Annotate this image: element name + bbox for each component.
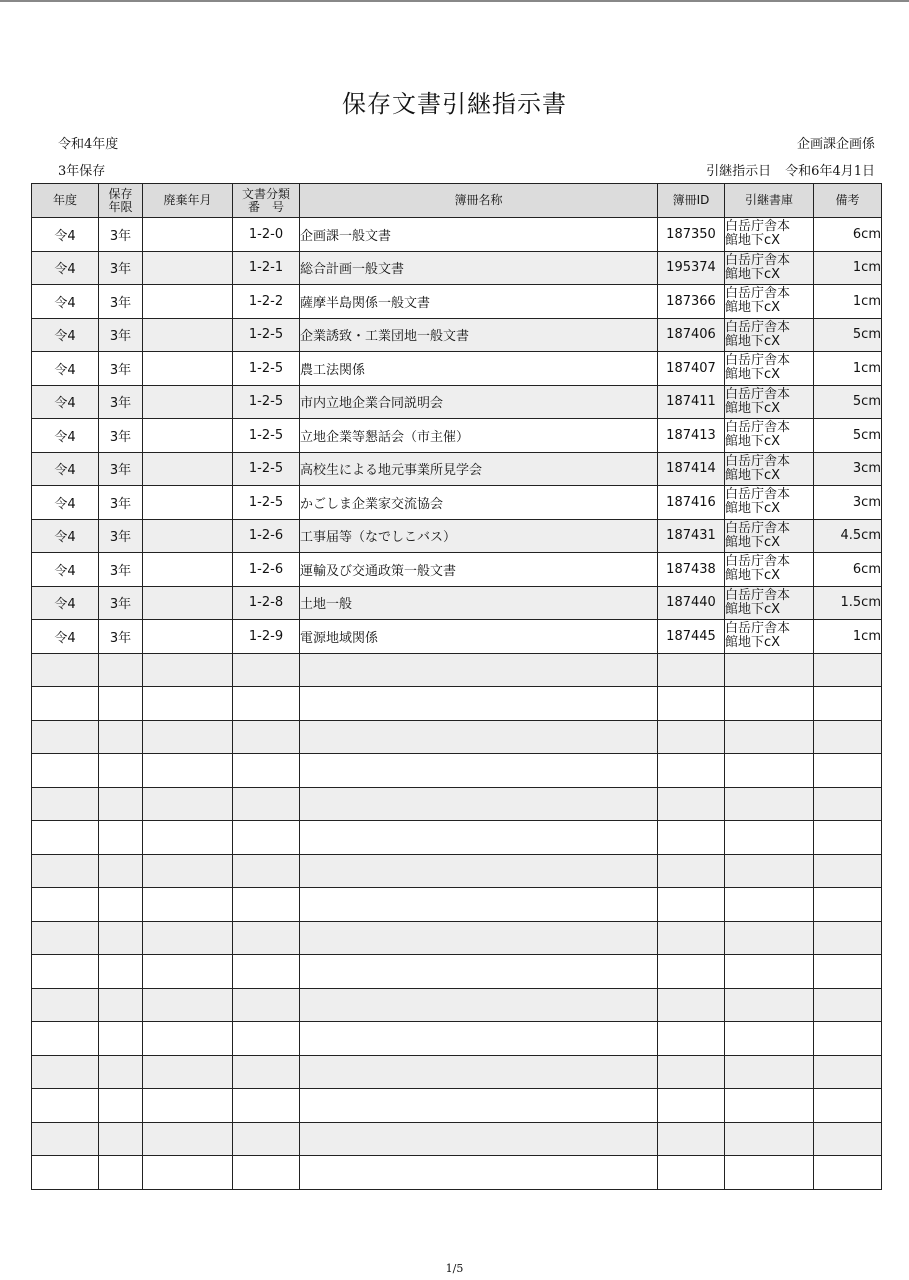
header-retention: 保存 年限	[99, 184, 143, 218]
cell-year	[32, 821, 99, 855]
cell-disposal	[143, 251, 233, 285]
cell-class-number: 1-2-1	[233, 251, 300, 285]
cell-remarks: 6cm	[814, 218, 882, 252]
cell-storage: 白岳庁舎本 館地下cX	[725, 620, 814, 654]
cell-retention	[99, 955, 143, 989]
cell-book-name	[300, 754, 658, 788]
cell-book-id	[658, 1022, 725, 1056]
cell-class-number: 1-2-5	[233, 486, 300, 520]
cell-remarks: 5cm	[814, 419, 882, 453]
instruction-date-line	[706, 160, 875, 179]
cell-class-number: 1-2-5	[233, 452, 300, 486]
cell-storage: 白岳庁舎本 館地下cX	[725, 218, 814, 252]
cell-disposal	[143, 1055, 233, 1089]
cell-book-id: 187431	[658, 519, 725, 553]
cell-book-name: 高校生による地元事業所見学会	[300, 452, 658, 486]
cell-book-name	[300, 955, 658, 989]
cell-storage	[725, 653, 814, 687]
table-row	[32, 787, 882, 821]
table-row	[32, 653, 882, 687]
cell-disposal	[143, 620, 233, 654]
cell-book-name	[300, 888, 658, 922]
cell-retention	[99, 787, 143, 821]
cell-remarks	[814, 988, 882, 1022]
cell-year	[32, 921, 99, 955]
cell-book-name	[300, 787, 658, 821]
header-class-number: 文書分類 番 号	[233, 184, 300, 218]
cell-remarks: 3cm	[814, 452, 882, 486]
cell-book-name	[300, 687, 658, 721]
cell-disposal	[143, 921, 233, 955]
cell-retention	[99, 988, 143, 1022]
cell-book-id: 187407	[658, 352, 725, 386]
cell-book-name	[300, 1089, 658, 1123]
cell-remarks	[814, 1156, 882, 1190]
cell-book-name: 立地企業等懇話会（市主催）	[300, 419, 658, 453]
table-row	[32, 553, 882, 587]
cell-year	[32, 988, 99, 1022]
cell-remarks	[814, 921, 882, 955]
cell-class-number	[233, 1122, 300, 1156]
cell-year: 令4	[32, 419, 99, 453]
cell-retention	[99, 1156, 143, 1190]
cell-storage: 白岳庁舎本 館地下cX	[725, 318, 814, 352]
cell-storage	[725, 754, 814, 788]
cell-retention: 3年	[99, 486, 143, 520]
cell-book-id: 187416	[658, 486, 725, 520]
table-row	[32, 218, 882, 252]
cell-retention	[99, 687, 143, 721]
cell-year: 令4	[32, 586, 99, 620]
cell-year	[32, 888, 99, 922]
cell-disposal	[143, 218, 233, 252]
cell-class-number: 1-2-5	[233, 318, 300, 352]
cell-book-name	[300, 854, 658, 888]
cell-retention	[99, 1122, 143, 1156]
cell-disposal	[143, 720, 233, 754]
table-row	[32, 1022, 882, 1056]
cell-disposal	[143, 754, 233, 788]
cell-year: 令4	[32, 620, 99, 654]
cell-book-name	[300, 988, 658, 1022]
cell-year: 令4	[32, 318, 99, 352]
cell-remarks: 5cm	[814, 318, 882, 352]
cell-remarks: 1cm	[814, 620, 882, 654]
cell-class-number	[233, 1089, 300, 1123]
cell-remarks: 1cm	[814, 285, 882, 319]
cell-retention: 3年	[99, 620, 143, 654]
cell-retention	[99, 1089, 143, 1123]
fiscal-year: 令和4年度	[58, 137, 119, 152]
header-disposal: 廃棄年月	[143, 184, 233, 218]
table-row	[32, 352, 882, 386]
cell-storage	[725, 955, 814, 989]
cell-storage: 白岳庁舎本 館地下cX	[725, 486, 814, 520]
instruction-date-value: 令和6年4月1日	[785, 164, 875, 179]
cell-year: 令4	[32, 519, 99, 553]
cell-book-id	[658, 955, 725, 989]
cell-disposal	[143, 955, 233, 989]
cell-retention	[99, 1022, 143, 1056]
cell-book-name	[300, 921, 658, 955]
cell-book-id: 195374	[658, 251, 725, 285]
cell-book-id: 187413	[658, 419, 725, 453]
cell-retention	[99, 921, 143, 955]
cell-class-number: 1-2-5	[233, 352, 300, 386]
cell-year: 令4	[32, 218, 99, 252]
document-table	[31, 183, 882, 1190]
cell-book-id	[658, 1156, 725, 1190]
retention-period: 3年保存	[58, 164, 106, 179]
cell-class-number	[233, 754, 300, 788]
table-row	[32, 318, 882, 352]
cell-book-name: 総合計画一般文書	[300, 251, 658, 285]
cell-year	[32, 754, 99, 788]
cell-storage: 白岳庁舎本 館地下cX	[725, 385, 814, 419]
cell-book-name	[300, 1156, 658, 1190]
header-storage: 引継書庫	[725, 184, 814, 218]
cell-storage	[725, 1089, 814, 1123]
cell-book-id: 187440	[658, 586, 725, 620]
table-row	[32, 586, 882, 620]
cell-remarks: 4.5cm	[814, 519, 882, 553]
top-border-line	[0, 0, 909, 2]
cell-storage: 白岳庁舎本 館地下cX	[725, 419, 814, 453]
cell-disposal	[143, 1122, 233, 1156]
cell-remarks	[814, 821, 882, 855]
cell-retention: 3年	[99, 251, 143, 285]
cell-class-number: 1-2-8	[233, 586, 300, 620]
cell-storage: 白岳庁舎本 館地下cX	[725, 352, 814, 386]
cell-remarks	[814, 854, 882, 888]
cell-book-id: 187438	[658, 553, 725, 587]
cell-storage: 白岳庁舎本 館地下cX	[725, 586, 814, 620]
cell-storage: 白岳庁舎本 館地下cX	[725, 519, 814, 553]
cell-disposal	[143, 1156, 233, 1190]
cell-book-id	[658, 1089, 725, 1123]
cell-book-name: かごしま企業家交流協会	[300, 486, 658, 520]
cell-book-name	[300, 821, 658, 855]
cell-class-number	[233, 1055, 300, 1089]
cell-disposal	[143, 888, 233, 922]
cell-book-name: 土地一般	[300, 586, 658, 620]
cell-storage	[725, 888, 814, 922]
cell-year: 令4	[32, 553, 99, 587]
cell-storage	[725, 854, 814, 888]
cell-book-name	[300, 1055, 658, 1089]
cell-book-id	[658, 888, 725, 922]
cell-class-number	[233, 854, 300, 888]
table-row	[32, 1156, 882, 1190]
cell-book-name	[300, 720, 658, 754]
table-row	[32, 921, 882, 955]
cell-remarks	[814, 1055, 882, 1089]
table-row	[32, 1122, 882, 1156]
cell-retention	[99, 720, 143, 754]
table-header-row	[32, 184, 882, 218]
cell-year	[32, 1022, 99, 1056]
cell-year	[32, 687, 99, 721]
cell-retention: 3年	[99, 419, 143, 453]
table-row	[32, 888, 882, 922]
header-remarks: 備考	[814, 184, 882, 218]
cell-retention: 3年	[99, 318, 143, 352]
cell-remarks	[814, 720, 882, 754]
cell-storage	[725, 988, 814, 1022]
cell-storage	[725, 1156, 814, 1190]
cell-retention	[99, 821, 143, 855]
cell-class-number	[233, 955, 300, 989]
cell-year	[32, 1156, 99, 1190]
cell-book-name	[300, 653, 658, 687]
cell-disposal	[143, 352, 233, 386]
cell-storage	[725, 687, 814, 721]
cell-disposal	[143, 486, 233, 520]
cell-book-id	[658, 988, 725, 1022]
cell-retention	[99, 653, 143, 687]
cell-retention: 3年	[99, 352, 143, 386]
cell-storage: 白岳庁舎本 館地下cX	[725, 452, 814, 486]
cell-class-number: 1-2-5	[233, 385, 300, 419]
cell-storage	[725, 821, 814, 855]
cell-storage: 白岳庁舎本 館地下cX	[725, 553, 814, 587]
cell-class-number	[233, 1022, 300, 1056]
section-name: 企画課企画係	[796, 137, 875, 152]
page-indicator: 1/5	[445, 1262, 464, 1275]
cell-storage	[725, 720, 814, 754]
header-year: 年度	[32, 184, 99, 218]
page-title: 保存文書引継指示書	[342, 90, 567, 118]
table-row	[32, 251, 882, 285]
cell-disposal	[143, 419, 233, 453]
table-row	[32, 486, 882, 520]
cell-remarks	[814, 787, 882, 821]
cell-year	[32, 787, 99, 821]
table-row	[32, 687, 882, 721]
cell-class-number: 1-2-0	[233, 218, 300, 252]
cell-disposal	[143, 988, 233, 1022]
cell-remarks	[814, 1089, 882, 1123]
cell-class-number: 1-2-5	[233, 419, 300, 453]
cell-retention: 3年	[99, 452, 143, 486]
cell-year: 令4	[32, 486, 99, 520]
cell-disposal	[143, 586, 233, 620]
cell-book-name: 市内立地企業合同説明会	[300, 385, 658, 419]
cell-storage	[725, 1122, 814, 1156]
cell-storage	[725, 787, 814, 821]
cell-retention: 3年	[99, 285, 143, 319]
cell-remarks: 6cm	[814, 553, 882, 587]
cell-year	[32, 1122, 99, 1156]
cell-book-id: 187366	[658, 285, 725, 319]
cell-year: 令4	[32, 385, 99, 419]
table-row	[32, 754, 882, 788]
cell-disposal	[143, 687, 233, 721]
cell-book-id: 187406	[658, 318, 725, 352]
cell-class-number	[233, 821, 300, 855]
cell-storage	[725, 921, 814, 955]
cell-remarks: 5cm	[814, 385, 882, 419]
cell-year	[32, 653, 99, 687]
cell-year: 令4	[32, 452, 99, 486]
cell-book-name: 薩摩半島関係一般文書	[300, 285, 658, 319]
cell-class-number: 1-2-9	[233, 620, 300, 654]
cell-year: 令4	[32, 285, 99, 319]
cell-class-number	[233, 653, 300, 687]
cell-book-name: 電源地域関係	[300, 620, 658, 654]
header-book-id: 簿冊ID	[658, 184, 725, 218]
table-row	[32, 452, 882, 486]
cell-retention	[99, 888, 143, 922]
cell-remarks: 1.5cm	[814, 586, 882, 620]
cell-disposal	[143, 285, 233, 319]
cell-disposal	[143, 385, 233, 419]
cell-book-name	[300, 1022, 658, 1056]
cell-remarks	[814, 955, 882, 989]
cell-storage	[725, 1022, 814, 1056]
cell-book-name: 運輸及び交通政策一般文書	[300, 553, 658, 587]
cell-class-number: 1-2-6	[233, 519, 300, 553]
cell-year	[32, 955, 99, 989]
cell-remarks	[814, 754, 882, 788]
cell-book-id	[658, 720, 725, 754]
cell-year: 令4	[32, 251, 99, 285]
cell-retention: 3年	[99, 553, 143, 587]
cell-retention	[99, 754, 143, 788]
cell-retention	[99, 1055, 143, 1089]
cell-disposal	[143, 553, 233, 587]
cell-book-id: 187414	[658, 452, 725, 486]
cell-class-number	[233, 921, 300, 955]
cell-book-id	[658, 821, 725, 855]
cell-book-id	[658, 921, 725, 955]
table-row	[32, 419, 882, 453]
cell-storage: 白岳庁舎本 館地下cX	[725, 251, 814, 285]
cell-year	[32, 720, 99, 754]
cell-retention: 3年	[99, 385, 143, 419]
cell-class-number	[233, 1156, 300, 1190]
cell-storage: 白岳庁舎本 館地下cX	[725, 285, 814, 319]
cell-storage	[725, 1055, 814, 1089]
cell-year: 令4	[32, 352, 99, 386]
cell-year	[32, 854, 99, 888]
cell-retention: 3年	[99, 519, 143, 553]
cell-class-number	[233, 888, 300, 922]
cell-disposal	[143, 318, 233, 352]
cell-disposal	[143, 1089, 233, 1123]
cell-book-name: 企画課一般文書	[300, 218, 658, 252]
cell-book-id	[658, 787, 725, 821]
table-row	[32, 854, 882, 888]
cell-remarks	[814, 888, 882, 922]
table-row	[32, 1055, 882, 1089]
cell-class-number: 1-2-2	[233, 285, 300, 319]
cell-book-name: 農工法関係	[300, 352, 658, 386]
cell-class-number	[233, 787, 300, 821]
cell-disposal	[143, 653, 233, 687]
table-row	[32, 988, 882, 1022]
cell-book-name: 企業誘致・工業団地一般文書	[300, 318, 658, 352]
cell-book-id	[658, 854, 725, 888]
cell-remarks	[814, 687, 882, 721]
cell-remarks: 3cm	[814, 486, 882, 520]
header-book-name: 簿冊名称	[300, 184, 658, 218]
cell-class-number	[233, 687, 300, 721]
table-row	[32, 519, 882, 553]
cell-class-number	[233, 988, 300, 1022]
cell-class-number: 1-2-6	[233, 553, 300, 587]
cell-book-id	[658, 754, 725, 788]
table-row	[32, 821, 882, 855]
cell-book-id	[658, 1055, 725, 1089]
cell-year	[32, 1089, 99, 1123]
cell-book-id	[658, 687, 725, 721]
cell-disposal	[143, 787, 233, 821]
cell-book-id: 187445	[658, 620, 725, 654]
cell-retention: 3年	[99, 218, 143, 252]
cell-remarks	[814, 1022, 882, 1056]
cell-book-id	[658, 1122, 725, 1156]
cell-year	[32, 1055, 99, 1089]
cell-book-id: 187350	[658, 218, 725, 252]
cell-remarks	[814, 1122, 882, 1156]
cell-book-id	[658, 653, 725, 687]
cell-remarks	[814, 653, 882, 687]
cell-disposal	[143, 854, 233, 888]
table-row	[32, 385, 882, 419]
cell-disposal	[143, 821, 233, 855]
cell-retention	[99, 854, 143, 888]
cell-disposal	[143, 519, 233, 553]
table-row	[32, 620, 882, 654]
cell-disposal	[143, 452, 233, 486]
cell-class-number	[233, 720, 300, 754]
cell-book-name: 工事届等（なでしこバス）	[300, 519, 658, 553]
cell-disposal	[143, 1022, 233, 1056]
cell-book-name	[300, 1122, 658, 1156]
table-row	[32, 720, 882, 754]
table-row	[32, 955, 882, 989]
cell-remarks: 1cm	[814, 251, 882, 285]
cell-retention: 3年	[99, 586, 143, 620]
cell-remarks: 1cm	[814, 352, 882, 386]
instruction-date-label: 引継指示日	[706, 164, 772, 179]
cell-book-id: 187411	[658, 385, 725, 419]
table-row	[32, 285, 882, 319]
table-row	[32, 1089, 882, 1123]
